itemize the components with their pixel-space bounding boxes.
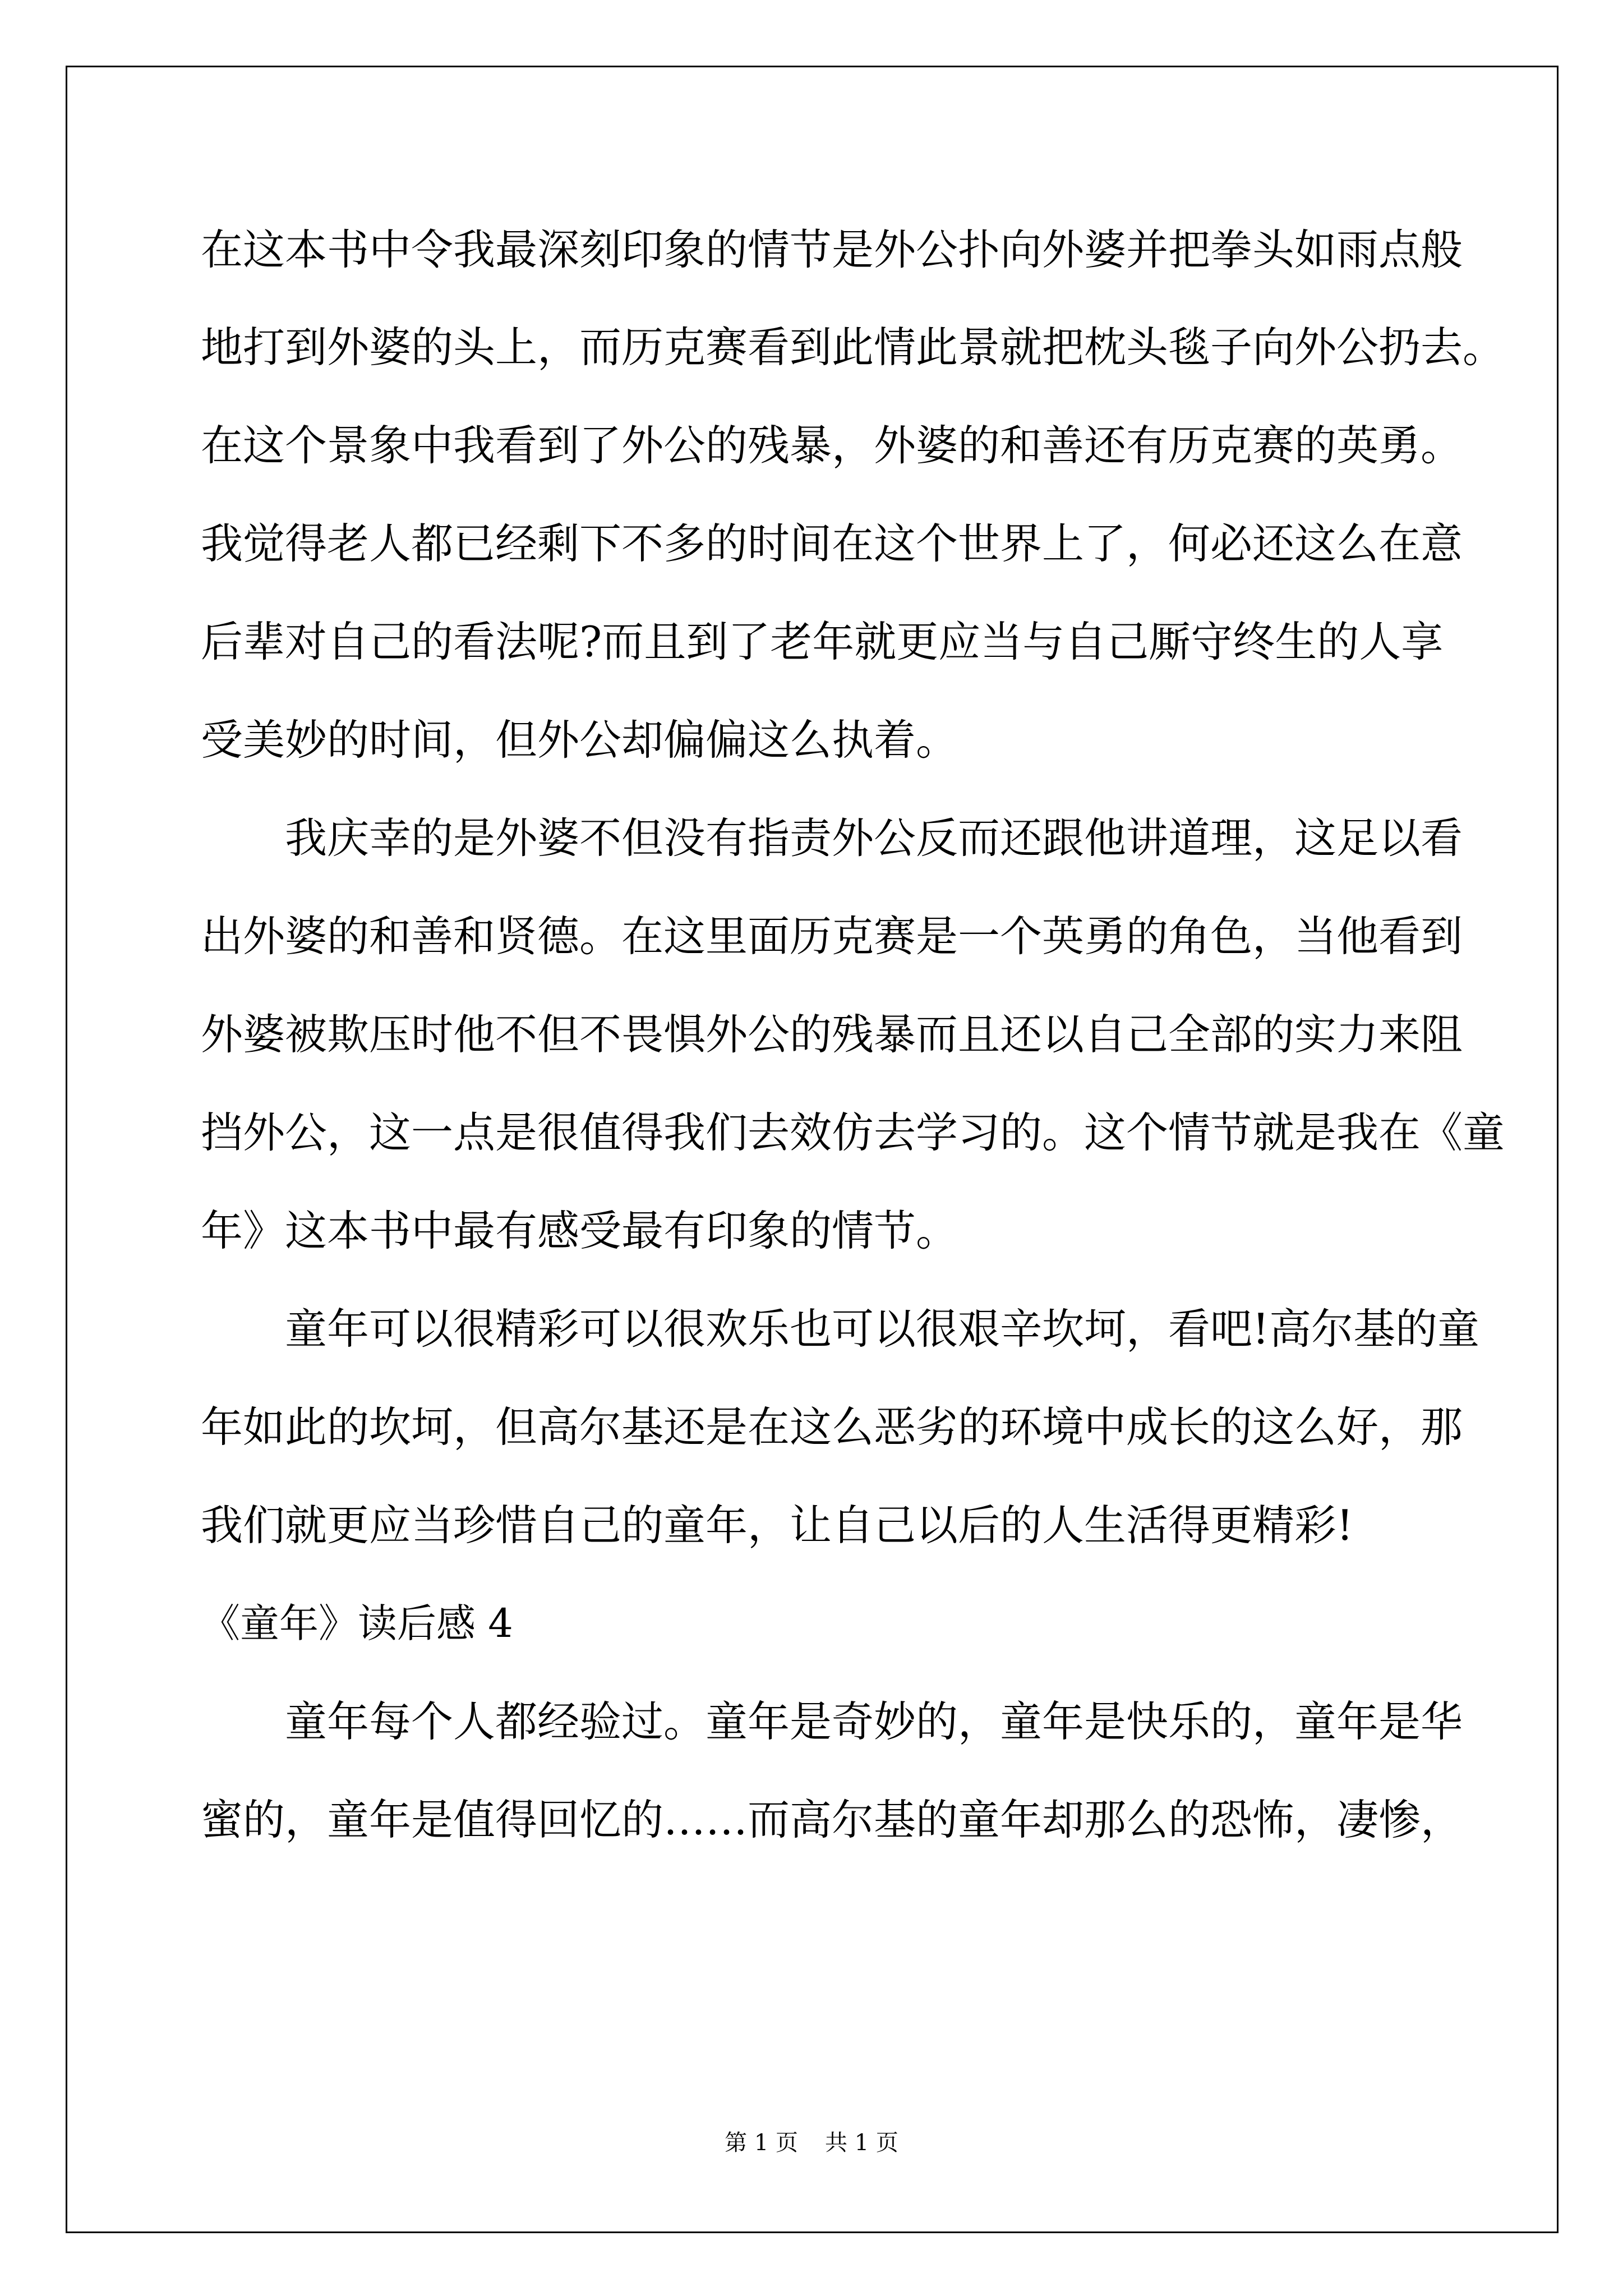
text-line: 挡外公，这一点是很值得我们去效仿去学习的。这个情节就是我在《童 (201, 1108, 1505, 1157)
page-number: 第 1 页 (725, 2130, 798, 2156)
text-line: 我觉得老人都已经剩下不多的时间在这个世界上了，何必还这么在意 (201, 519, 1463, 568)
text-line: 我们就更应当珍惜自己的童年，让自己以后的人生活得更精彩! (201, 1501, 1354, 1550)
text-line: 后辈对自己的看法呢?而且到了老年就更应当与自己厮守终生的人享 (201, 617, 1444, 666)
text-line: 年如此的坎坷，但高尔基还是在这么恶劣的环境中成长的这么好，那 (201, 1402, 1463, 1452)
page-footer (0, 2126, 1623, 2160)
text-line: 在这本书中令我最深刻印象的情节是外公扑向外婆并把拳头如雨点般 (201, 225, 1463, 274)
text-line: 童年每个人都经验过。童年是奇妙的，童年是快乐的，童年是华 (285, 1697, 1463, 1746)
text-line: 蜜的，童年是值得回忆的……而高尔基的童年却那么的恐怖，凄惨， (201, 1795, 1463, 1844)
section-heading: 《童年》读后感 4 (201, 1600, 513, 1646)
text-line: 年》这本书中最有感受最有印象的情节。 (201, 1206, 958, 1255)
text-line: 在这个景象中我看到了外公的残暴，外婆的和善还有历克赛的英勇。 (201, 421, 1463, 470)
text-line: 童年可以很精彩可以很欢乐也可以很艰辛坎坷，看吧!高尔基的童 (285, 1304, 1480, 1354)
text-line: 出外婆的和善和贤德。在这里面历克赛是一个英勇的角色，当他看到 (201, 912, 1463, 961)
text-line: 外婆被欺压时他不但不畏惧外公的残暴而且还以自己全部的实力来阻 (201, 1010, 1463, 1059)
text-line: 地打到外婆的头上，而历克赛看到此情此景就把枕头毯子向外公扔去。 (201, 323, 1505, 372)
text-line: 我庆幸的是外婆不但没有指责外公反而还跟他讲道理，这足以看 (285, 813, 1463, 863)
text-line: 受美妙的时间，但外公却偏偏这么执着。 (201, 715, 958, 765)
page-total: 共 1 页 (825, 2130, 898, 2156)
